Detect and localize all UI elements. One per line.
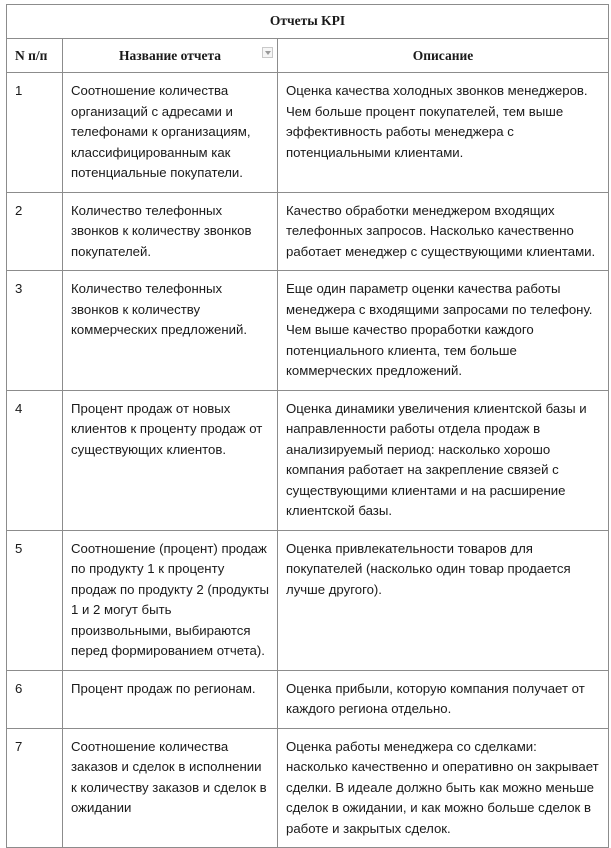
table-title-row	[7, 5, 609, 39]
table-row	[7, 192, 609, 271]
header-name	[63, 38, 278, 73]
header-name-label: Название отчета	[119, 47, 221, 63]
row-report-name: Процент продаж от новых клиентов к проценту продаж от существующих клиентов.	[63, 390, 278, 530]
row-description: Еще один параметр оценки качества работы менеджера с входящими запросами по телефону. Чем выше качество проработки каждого потенциального клиента, тем больше коммерческих предложений.	[278, 271, 609, 391]
row-description: Оценка привлекательности товаров для покупателей (насколько один товар продается лучше другого).	[278, 530, 609, 670]
row-number: 5	[7, 530, 63, 670]
table-row	[7, 670, 609, 728]
row-description: Оценка качества холодных звонков менеджеров. Чем больше процент покупателей, тем выше эффективность работы менеджера с потенциальными клиентами.	[278, 73, 609, 193]
kpi-table	[6, 4, 609, 848]
row-report-name: Процент продаж по регионам.	[63, 670, 278, 728]
table-row	[7, 390, 609, 530]
row-number: 1	[7, 73, 63, 193]
kpi-table-container	[6, 4, 608, 848]
header-description: Описание	[278, 38, 609, 73]
table-row	[7, 271, 609, 391]
row-report-name: Соотношение количества заказов и сделок в исполнении к количеству заказов и сделок в ожидании	[63, 728, 278, 848]
row-report-name: Количество телефонных звонков к количеству звонков покупателей.	[63, 192, 278, 271]
row-report-name: Количество телефонных звонков к количеству коммерческих предложений.	[63, 271, 278, 391]
row-number: 2	[7, 192, 63, 271]
row-description: Оценка прибыли, которую компания получает от каждого региона отдельно.	[278, 670, 609, 728]
row-number: 6	[7, 670, 63, 728]
header-number: N п/п	[7, 38, 63, 73]
filter-dropdown-icon[interactable]	[262, 47, 273, 58]
row-number: 3	[7, 271, 63, 391]
table-row	[7, 728, 609, 848]
row-description: Оценка работы менеджера со сделками: насколько качественно и оперативно он закрывает сделки. В идеале должно быть как можно меньше сделок в ожидании, и как можно больше сделок в работе и закрытых сделок.	[278, 728, 609, 848]
row-report-name: Соотношение (процент) продаж по продукту 1 к проценту продаж по продукту 2 (продукты 1 и 2 могут быть произвольными, выбираются перед формированием отчета).	[63, 530, 278, 670]
row-description: Качество обработки менеджером входящих телефонных запросов. Насколько качественно работает менеджер с существующими клиентами.	[278, 192, 609, 271]
row-number: 7	[7, 728, 63, 848]
table-header-row	[7, 38, 609, 73]
table-title: Отчеты KPI	[7, 5, 609, 39]
table-row	[7, 73, 609, 193]
row-description: Оценка динамики увеличения клиентской базы и направленности работы отдела продаж в анализируемый период: насколько хорошо компания работает на закрепление связей с существующими клиентами и на расширение клиентской базы.	[278, 390, 609, 530]
table-row	[7, 530, 609, 670]
row-report-name: Соотношение количества организаций с адресами и телефонами к организациям, классифицированным как потенциальные покупатели.	[63, 73, 278, 193]
row-number: 4	[7, 390, 63, 530]
